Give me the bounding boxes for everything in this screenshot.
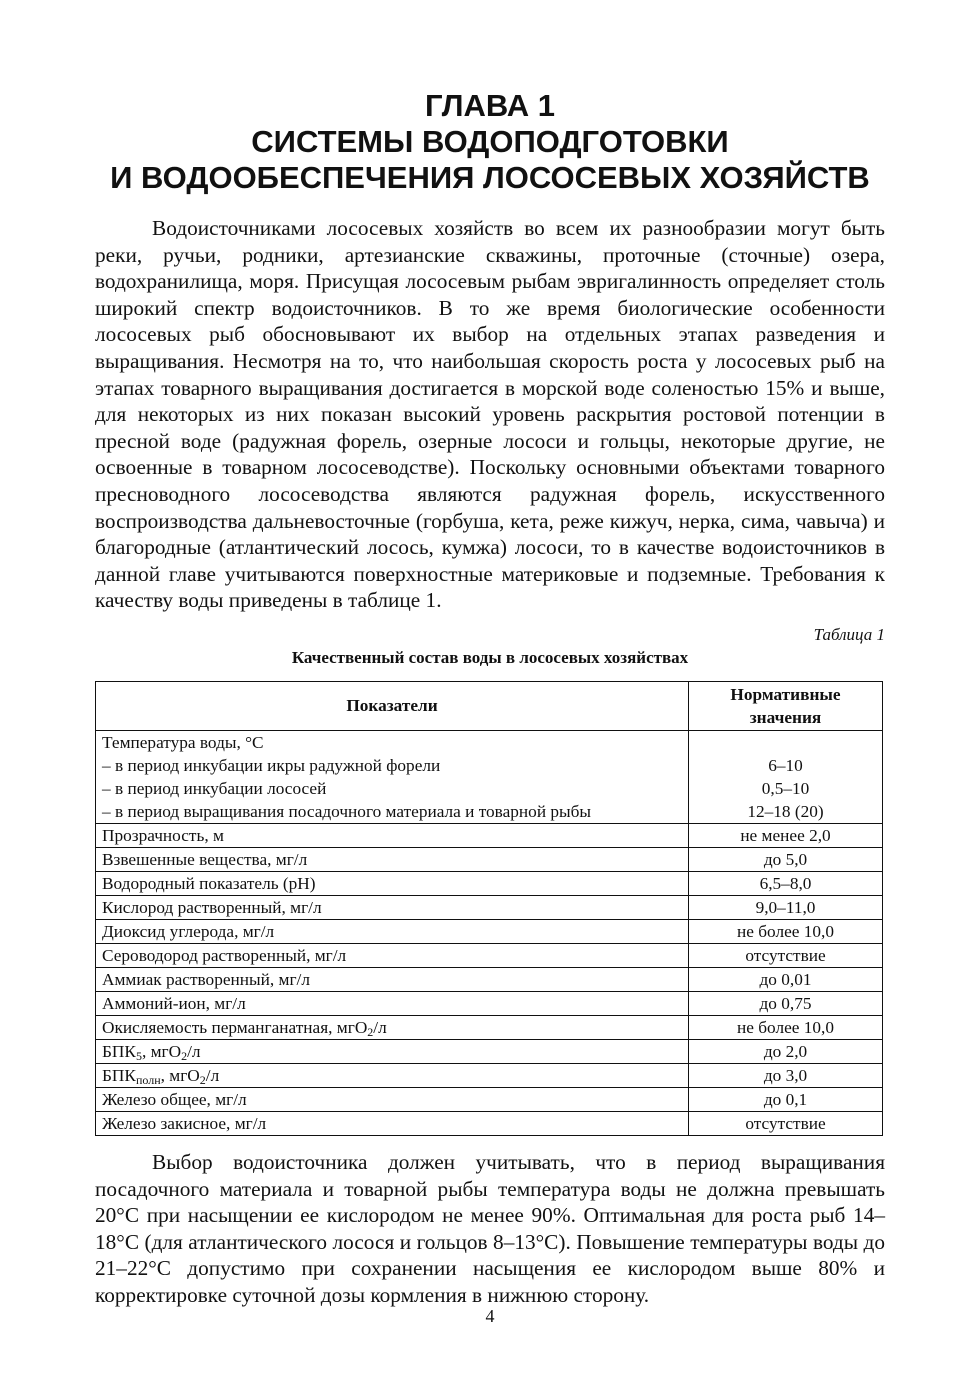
- table-row: Взвешенные вещества, мг/л до 5,0: [96, 847, 883, 871]
- table-row: Прозрачность, м не менее 2,0: [96, 823, 883, 847]
- page-number: 4: [485, 1306, 495, 1326]
- header-normative-values: Нормативные значения: [689, 681, 883, 730]
- page-content: [95, 88, 885, 1308]
- header-indicators: Показатели: [96, 681, 689, 730]
- temperature-label-cell: Температура воды, °С – в период инкубации икры радужной форели – в период инкубации лососей – в период выращивания посадочного материала и товарной рыбы: [96, 730, 689, 823]
- table-row-temperature: [96, 730, 883, 823]
- table-row: Аммоний-ион, мг/л до 0,75: [96, 991, 883, 1015]
- table-row: Сероводород растворенный, мг/л отсутствие: [96, 943, 883, 967]
- chapter-title-line-1: СИСТЕМЫ ВОДОПОДГОТОВКИ: [251, 124, 729, 159]
- table-row-bpk5: $БПК_5$, мгО$_2$/л до 2,0: [96, 1039, 883, 1063]
- table-row: Диоксид углерода, мг/л не более 10,0: [96, 919, 883, 943]
- intro-paragraph: Водоисточниками лососевых хозяйств во всем их разнообразии могут быть реки, ручьи, родники, артезианские скважины, проточные (сточные) озера, водохранилища, моря. Присущая лососевым рыбам эвригалинность определяет столь широкий спектр водоисточников. В то же время биологические особенности лососевых рыб обосновывают их выбор на отдельных этапах разведения и выращивания. Несмотря на то, что наибольшая скорость роста у лососевых рыб на этапах товарного выращивания достигается в морской воде соленостью 15% и выше, для некоторых из них показан высокий уровень раскрытия ростовой потенции в пресной воде (радужная форель, озерные лососи и гольцы, некоторые другие, не освоенные в товарном лососеводстве). Поскольку основными объектами товарного пресноводного лососеводства являются радужная форель, искусственного воспроизводства дальневосточные (горбуша, кета, реже кижуч, нерка, сима, чавыча) и благородные (атлантический лосось, кумжа) лососи, то в качестве водоисточников в данной главе учитываются поверхностные материковые и подземные. Требования к качеству воды приведены в таблице 1.: [95, 216, 885, 613]
- table-title: Качественный состав воды в лососевых хозяйствах: [291, 647, 689, 667]
- table-row-oxidizability: Окисляемость перманганатная, мгО$_2$/л не более 10,0: [96, 1015, 883, 1039]
- table-row: Железо общее, мг/л до 0,1: [96, 1087, 883, 1111]
- table-row: Водородный показатель (рН) 6,5–8,0: [96, 871, 883, 895]
- table-row: Железо закисное, мг/л отсутствие: [96, 1111, 883, 1135]
- table-row: Аммиак растворенный, мг/л до 0,01: [96, 967, 883, 991]
- water-quality-table: [95, 681, 883, 1136]
- closing-paragraph: Выбор водоисточника должен учитывать, что в период выращивания посадочного материала и товарной рыбы температура воды не должна превышать 20°С при насыщении ее кислородом не менее 90%. Оптимальная для роста рыб 14–18°С (для атлантического лосося и гольцов 8–13°С). Повышение температуры воды до 21–22°С допустимо при сохранении насыщения ее кислородом выше 80% и корректировке суточной дозы кормления в нижнюю сторону.: [95, 1149, 885, 1307]
- chapter-heading: [95, 88, 885, 196]
- table-row: Кислород растворенный, мг/л 9,0–11,0: [96, 895, 883, 919]
- chapter-title-line-2: И ВОДООБЕСПЕЧЕНИЯ ЛОСОСЕВЫХ ХОЗЯЙСТВ: [110, 160, 870, 195]
- temperature-value-cell: 6–10 0,5–10 12–18 (20): [689, 730, 883, 823]
- table-header-row: [96, 681, 883, 730]
- table-caption: Таблица 1: [813, 624, 885, 644]
- chapter-number: ГЛАВА 1: [424, 88, 556, 123]
- table-row-bpk-full: $БПК_{полн}$, мгО$_2$/л до 3,0: [96, 1063, 883, 1087]
